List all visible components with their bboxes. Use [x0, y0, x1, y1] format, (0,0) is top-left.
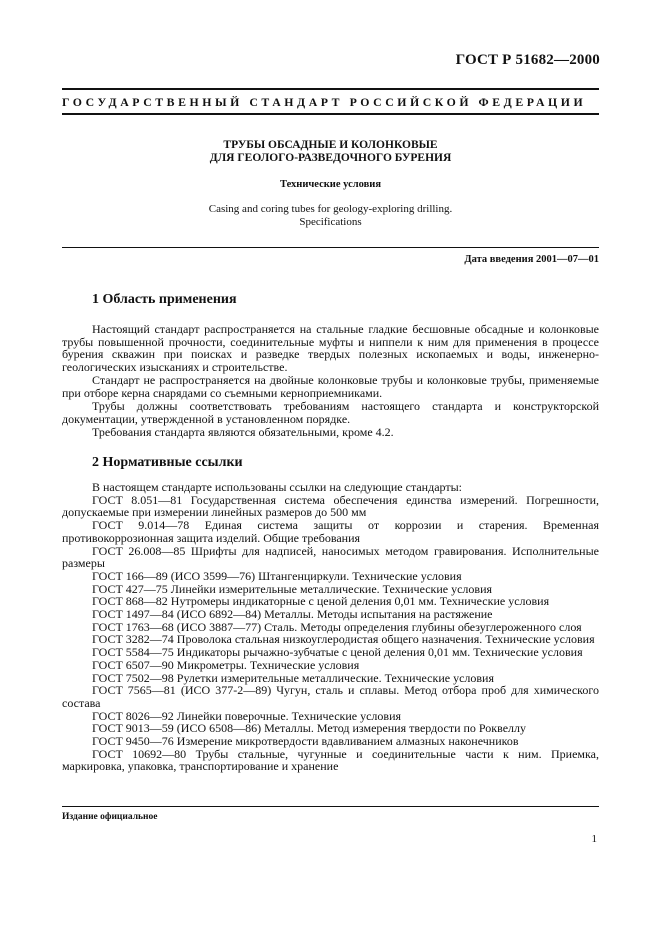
- reference-item: ГОСТ 1763—68 (ИСО 3887—77) Сталь. Методы определения глубины обезуглероженного слоя: [92, 619, 582, 634]
- document-title: [62, 139, 599, 165]
- reference-item: ГОСТ 6507—90 Микрометры. Технические условия: [92, 657, 360, 672]
- english-title: [62, 203, 599, 229]
- reference-item: ГОСТ 9013—59 (ИСО 6508—86) Металлы. Метод измерения твердости по Роквеллу: [92, 721, 527, 736]
- title-line-1: ТРУБЫ ОБСАДНЫЕ И КОЛОНКОВЫЕ: [223, 139, 438, 151]
- reference-item: ГОСТ 1497—84 (ИСО 6892—84) Металлы. Методы испытания на растяжение: [92, 607, 493, 622]
- reference-item: ГОСТ 5584—75 Индикаторы рычажно-зубчатые с ценой деления 0,01 мм. Технические условия: [92, 645, 583, 660]
- header-rule-top: [62, 88, 599, 90]
- reference-item: ГОСТ 8026—92 Линейки поверочные. Технические условия: [92, 708, 402, 723]
- edition-note: Издание официальное: [62, 812, 158, 822]
- english-title-line-1: Casing and coring tubes for geology-exploring drilling.: [208, 203, 453, 215]
- reference-item: ГОСТ 9450—76 Измерение микротвердости вдавливанием алмазных наконечников: [92, 734, 519, 749]
- document-subtitle: Технические условия: [279, 179, 382, 190]
- references-list: [62, 481, 599, 773]
- reference-item: ГОСТ 10692—80 Трубы стальные, чугунные и соединительные части к ним. Приемка, маркировка, упаковка, транспортирование и хранение: [62, 746, 599, 774]
- footer-rule: [62, 806, 599, 807]
- reference-item: ГОСТ 9.014—78 Единая система защиты от коррозии и старения. Временная противокоррозионная защита изделий. Общие требования: [62, 518, 599, 545]
- reference-item: ГОСТ 166—89 (ИСО 3599—76) Штангенциркули. Технические условия: [92, 568, 462, 583]
- reference-item: ГОСТ 3282—74 Проволока стальная низкоуглеродистая общего назначения. Технические условия: [92, 632, 595, 647]
- section-2-heading: 2 Нормативные ссылки: [92, 455, 243, 470]
- section-1-heading: 1 Область применения: [92, 292, 237, 307]
- reference-item: ГОСТ 427—75 Линейки измерительные металлические. Технические условия: [92, 581, 493, 596]
- section-1-paragraph: Настоящий стандарт распространяется на стальные гладкие бесшовные обсадные и колонковые трубы повышенной прочности, соединительные муфты и ниппели к ним для применения в процессе бурения скважин при поисках и разведке твердых полезных ископаемых и воды, инженерно-геологических изысканиях и строительстве.: [62, 322, 599, 375]
- standard-number: ГОСТ Р 51682—2000: [455, 52, 600, 68]
- reference-item: ГОСТ 7565—81 (ИСО 377-2—89) Чугун, сталь и сплавы. Метод отбора проб для химического состава: [62, 683, 599, 710]
- reference-item: ГОСТ 7502—98 Рулетки измерительные металлические. Технические условия: [92, 670, 494, 685]
- reference-item: ГОСТ 26.008—85 Шрифты для надписей, наносимых методом гравирования. Исполнительные размеры: [62, 543, 599, 571]
- state-standard-line: ГОСУДАРСТВЕННЫЙ СТАНДАРТ РОССИЙСКОЙ ФЕДЕРАЦИИ: [62, 95, 587, 109]
- reference-item: ГОСТ 868—82 Нутромеры индикаторные с ценой деления 0,01 мм. Технические условия: [92, 594, 550, 609]
- reference-item: ГОСТ 8.051—81 Государственная система обеспечения единства измерений. Погрешности, допускаемые при измерении линейных размеров до 500 мм: [62, 492, 599, 520]
- section-1-paragraph: Трубы должны соответствовать требованиям настоящего стандарта и конструкторской документации, утвержденной в установленном порядке.: [62, 399, 599, 426]
- date-rule: [62, 247, 599, 248]
- section-1-paragraph: Требования стандарта являются обязательными, кроме 4.2.: [92, 425, 394, 439]
- section-1-paragraph: Стандарт не распространяется на двойные колонковые трубы и колонковые трубы, применяемые при отборе керна снарядами со съемными керноприемниками.: [62, 373, 599, 400]
- header-rule-bottom: [62, 113, 599, 115]
- page-number: 1: [591, 833, 597, 845]
- english-title-line-2: Specifications: [299, 216, 362, 228]
- introduction-date: Дата введения 2001—07—01: [464, 254, 599, 265]
- title-line-2: ДЛЯ ГЕОЛОГО-РАЗВЕДОЧНОГО БУРЕНИЯ: [209, 152, 452, 164]
- reference-intro: В настоящем стандарте использованы ссылки на следующие стандарты:: [92, 480, 463, 494]
